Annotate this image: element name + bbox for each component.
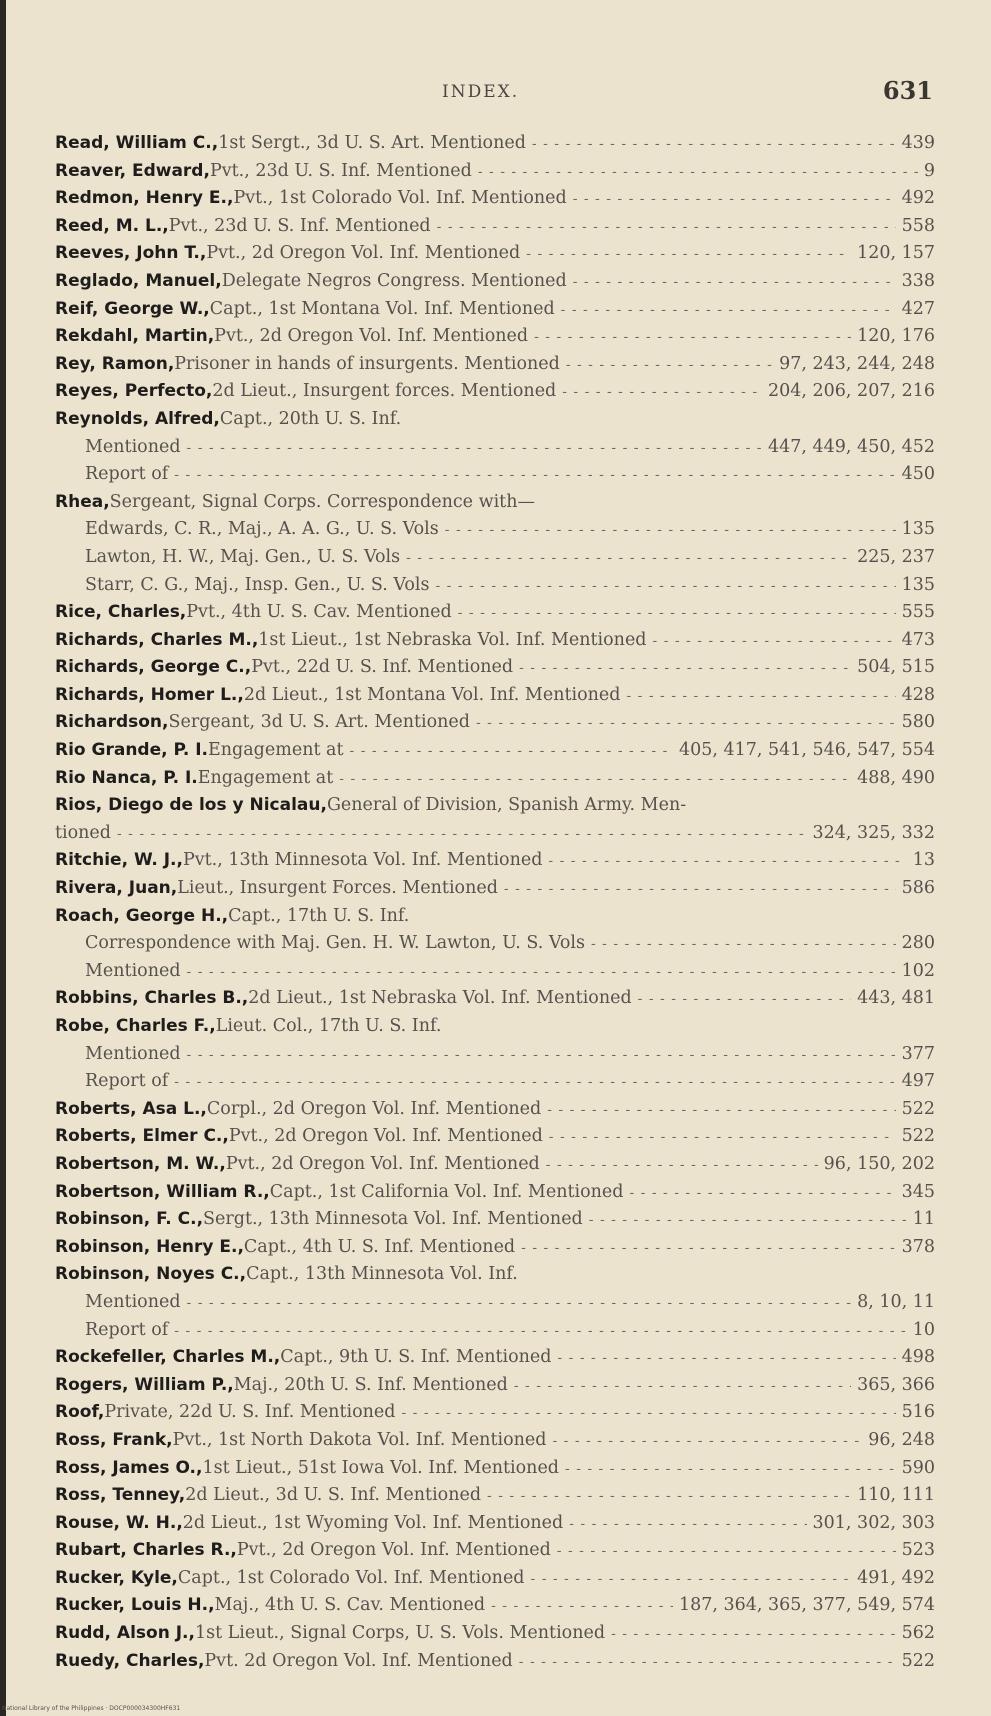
entry-name: Ruedy, Charles, xyxy=(55,1650,205,1671)
entry-description: Engagement at xyxy=(208,740,344,761)
index-entry xyxy=(55,489,935,517)
page-references: 488, 490 xyxy=(857,767,935,788)
page-references: 8, 10, 11 xyxy=(857,1291,935,1312)
page-references: 405, 417, 541, 546, 547, 554 xyxy=(678,740,935,761)
entry-description: Private, 22d U. S. Inf. Mentioned xyxy=(104,1402,396,1423)
dot-leader xyxy=(174,1069,895,1096)
entry-description: Pvt., 22d U. S. Inf. Mentioned xyxy=(251,657,514,678)
page-references: 120, 157 xyxy=(857,243,935,264)
page-references: 555 xyxy=(901,602,935,623)
index-entry xyxy=(55,599,935,627)
index-entry xyxy=(55,1234,935,1262)
entry-name: Roof, xyxy=(55,1402,105,1423)
page-references: 523 xyxy=(901,1540,935,1561)
index-entry xyxy=(55,1372,935,1400)
entry-description: Sergt., 13th Minnesota Vol. Inf. Mentioned xyxy=(203,1209,583,1230)
page-title: INDEX. xyxy=(442,82,520,102)
page-references: 491, 492 xyxy=(857,1567,935,1588)
entry-name: Rogers, William P., xyxy=(55,1374,234,1395)
entry-description: Capt., 1st California Vol. Inf. Mentioned xyxy=(269,1181,624,1202)
entry-name: Ross, Frank, xyxy=(55,1429,173,1450)
dot-leader xyxy=(547,1097,895,1124)
dot-leader xyxy=(187,1042,896,1069)
entry-name: Rouse, W. H., xyxy=(55,1512,183,1533)
index-continuation xyxy=(55,820,935,848)
page-references: 96, 248 xyxy=(868,1429,935,1450)
entry-name: Rio Grande, P. I. xyxy=(55,740,208,761)
entry-name: Robinson, Henry E., xyxy=(55,1236,244,1257)
subentry-text: Correspondence with Maj. Gen. H. W. Lawton, U. S. Vols xyxy=(85,933,585,954)
page-references: 96, 150, 202 xyxy=(823,1153,935,1174)
entry-description: 2d Lieut., 1st Montana Vol. Inf. Mentioned xyxy=(243,684,621,705)
index-entry xyxy=(55,1096,935,1124)
entry-description: Pvt., 2d Oregon Vol. Inf. Mentioned xyxy=(228,1126,543,1147)
index-entry xyxy=(55,296,935,324)
index-entry xyxy=(55,792,935,820)
page-references: 443, 481 xyxy=(857,988,935,1009)
entry-name: Redmon, Henry E., xyxy=(55,188,234,209)
index-subentry xyxy=(55,930,935,958)
entry-name: Robinson, Noyes C., xyxy=(55,1264,247,1285)
page-references: 204, 206, 207, 216 xyxy=(768,381,935,402)
page-references: 345 xyxy=(901,1181,935,1202)
index-entry xyxy=(55,1206,935,1234)
index-entry xyxy=(55,1482,935,1510)
entry-name: Richards, Homer L., xyxy=(55,684,244,705)
dot-leader xyxy=(561,297,896,324)
dot-leader xyxy=(437,214,896,241)
entry-name: Roberts, Asa L., xyxy=(55,1098,207,1119)
page-references: 135 xyxy=(901,519,935,540)
entry-name: Robertson, William R., xyxy=(55,1181,270,1202)
entry-description: Capt., 9th U. S. Inf. Mentioned xyxy=(280,1347,552,1368)
entry-name: Richards, Charles M., xyxy=(55,629,259,650)
entry-name: Reif, George W., xyxy=(55,298,210,319)
footer-watermark: National Library of the Philippines · DOCP000034300HF631 xyxy=(2,1705,181,1712)
entry-description: Pvt., 13th Minnesota Vol. Inf. Mentioned xyxy=(182,850,543,871)
page-references: 439 xyxy=(901,133,935,153)
index-entry xyxy=(55,1427,935,1455)
page-references: 522 xyxy=(901,1098,935,1119)
index-entry xyxy=(55,378,935,406)
entry-description: 2d Lieut., 1st Wyoming Vol. Inf. Mentioned xyxy=(182,1512,564,1533)
entry-name: Reaver, Edward, xyxy=(55,160,210,181)
page-binding-edge xyxy=(0,0,6,1716)
entry-name: Robertson, M. W., xyxy=(55,1153,226,1174)
dot-leader xyxy=(573,186,896,213)
page-references: 580 xyxy=(901,712,935,733)
dot-leader xyxy=(549,1124,896,1151)
page-references: 522 xyxy=(901,1650,935,1671)
page-references: 110, 111 xyxy=(857,1485,935,1506)
page-references: 498 xyxy=(901,1347,935,1368)
index-subentry xyxy=(55,572,935,600)
page-references: 365, 366 xyxy=(857,1374,935,1395)
dot-leader xyxy=(562,379,762,406)
subentry-text: Mentioned xyxy=(85,1043,181,1064)
entry-name: Robbins, Charles B., xyxy=(55,988,249,1009)
dot-leader xyxy=(591,931,896,958)
entry-name: Reed, M. L., xyxy=(55,215,169,236)
entry-description: 2d Lieut., Insurgent forces. Mentioned xyxy=(212,381,557,402)
subentry-text: Report of xyxy=(85,464,169,485)
page-references: 562 xyxy=(901,1623,935,1644)
dot-leader xyxy=(350,738,673,765)
dot-leader xyxy=(566,352,773,379)
index-subentry xyxy=(55,1317,935,1345)
entry-description: 2d Lieut., 3d U. S. Inf. Mentioned xyxy=(185,1485,482,1506)
entry-description: Pvt., 2d Oregon Vol. Inf. Mentioned xyxy=(225,1153,540,1174)
entry-name: Read, William C., xyxy=(55,133,219,153)
index-entry xyxy=(55,1151,935,1179)
index-entry xyxy=(55,1123,935,1151)
page-references: 504, 515 xyxy=(857,657,935,678)
page-references: 427 xyxy=(901,298,935,319)
entry-description: Delegate Negros Congress. Mentioned xyxy=(221,270,567,291)
page-references: 590 xyxy=(901,1457,935,1478)
subentry-text: Report of xyxy=(85,1071,169,1092)
entry-name: Rhea, xyxy=(55,491,110,512)
entry-name: Rucker, Louis H., xyxy=(55,1595,215,1616)
page-references: 301, 302, 303 xyxy=(812,1512,935,1533)
entry-description: Engagement at xyxy=(197,767,334,788)
entry-description: Pvt., 1st Colorado Vol. Inf. Mentioned xyxy=(233,188,567,209)
dot-leader xyxy=(653,628,896,655)
page-references: 135 xyxy=(901,574,935,595)
page-references: 13 xyxy=(912,850,935,871)
dot-leader xyxy=(548,848,906,875)
index-entries xyxy=(55,130,935,1675)
entry-description: 1st Lieut., Signal Corps, U. S. Vols. Mentioned xyxy=(194,1623,606,1644)
entry-description: Sergeant, Signal Corps. Correspondence with— xyxy=(109,491,535,512)
dot-leader xyxy=(445,517,896,544)
index-entry xyxy=(55,682,935,710)
entry-description: Maj., 20th U. S. Inf. Mentioned xyxy=(233,1374,508,1395)
index-entry xyxy=(55,1620,935,1648)
subentry-text: Lawton, H. W., Maj. Gen., U. S. Vols xyxy=(85,546,401,567)
page-references: 9 xyxy=(923,160,935,181)
entry-description: Capt., 20th U. S. Inf. xyxy=(219,408,402,429)
subentry-text: Report of xyxy=(85,1319,169,1340)
page-references: 225, 237 xyxy=(857,546,935,567)
dot-leader xyxy=(187,959,896,986)
index-entry xyxy=(55,1565,935,1593)
page-references: 10 xyxy=(912,1319,935,1340)
dot-leader xyxy=(187,435,762,462)
entry-description: 1st Lieut., 1st Nebraska Vol. Inf. Mentioned xyxy=(258,629,647,650)
entry-name: Rey, Ramon, xyxy=(55,353,175,374)
dot-leader xyxy=(532,131,896,158)
index-subentry xyxy=(55,958,935,986)
index-subentry xyxy=(55,516,935,544)
entry-description: Pvt., 2d Oregon Vol. Inf. Mentioned xyxy=(214,326,529,347)
entry-description: Pvt., 2d Oregon Vol. Inf. Mentioned xyxy=(236,1540,551,1561)
entry-name: Roberts, Elmer C., xyxy=(55,1126,229,1147)
page-references: 450 xyxy=(901,464,935,485)
page-references: 428 xyxy=(901,684,935,705)
index-subentry xyxy=(55,461,935,489)
index-entry xyxy=(55,985,935,1013)
page-references: 120, 176 xyxy=(857,326,935,347)
dot-leader xyxy=(504,876,896,903)
page-references: 97, 243, 244, 248 xyxy=(779,353,935,374)
entry-name: Robe, Charles F., xyxy=(55,1016,216,1036)
entry-name: Reglado, Manuel, xyxy=(55,270,222,291)
dot-leader xyxy=(339,766,851,793)
entry-description: Pvt., 23d U. S. Inf. Mentioned xyxy=(168,215,431,236)
dot-leader xyxy=(557,1345,895,1372)
index-subentry xyxy=(55,1289,935,1317)
page-references: 497 xyxy=(901,1071,935,1092)
dot-leader xyxy=(638,986,851,1013)
index-entry xyxy=(55,1344,935,1372)
index-entry xyxy=(55,1510,935,1538)
entry-description: Pvt., 2d Oregon Vol. Inf. Mentioned xyxy=(206,243,521,264)
continuation-text: tioned xyxy=(55,822,111,843)
dot-leader xyxy=(569,1511,806,1538)
dot-leader xyxy=(406,545,851,572)
index-entry xyxy=(55,240,935,268)
entry-description: Capt., 17th U. S. Inf. xyxy=(228,905,410,926)
page-references: 473 xyxy=(901,629,935,650)
entry-name: Rekdahl, Martin, xyxy=(55,326,215,347)
entry-name: Reeves, John T., xyxy=(55,243,207,264)
index-entry xyxy=(55,323,935,351)
dot-leader xyxy=(117,821,807,848)
page-references: 522 xyxy=(901,1126,935,1147)
entry-description: Maj., 4th U. S. Cav. Mentioned xyxy=(214,1595,486,1616)
dot-leader xyxy=(589,1207,907,1234)
subentry-text: Edwards, C. R., Maj., A. A. G., U. S. Vols xyxy=(85,519,439,540)
dot-leader xyxy=(187,1290,852,1317)
page-references: 492 xyxy=(901,188,935,209)
index-entry xyxy=(55,1648,935,1676)
dot-leader xyxy=(478,159,918,186)
entry-description: Lieut. Col., 17th U. S. Inf. xyxy=(215,1016,442,1036)
index-entry xyxy=(55,1399,935,1427)
index-subentry xyxy=(55,544,935,572)
entry-name: Richards, George C., xyxy=(55,657,252,678)
subentry-text: Mentioned xyxy=(85,1291,181,1312)
index-subentry xyxy=(55,1041,935,1069)
entry-description: Lieut., Insurgent Forces. Mentioned xyxy=(177,878,498,899)
entry-description: Capt., 1st Montana Vol. Inf. Mentioned xyxy=(209,298,555,319)
page-number: 631 xyxy=(882,76,933,105)
entry-name: Robinson, F. C., xyxy=(55,1209,204,1230)
entry-description: Pvt., 4th U. S. Cav. Mentioned xyxy=(186,602,452,623)
dot-leader xyxy=(491,1593,673,1620)
dot-leader xyxy=(573,269,896,296)
dot-leader xyxy=(174,462,895,489)
entry-name: Reyes, Perfecto, xyxy=(55,381,213,402)
entry-name: Ross, Tenney, xyxy=(55,1485,186,1506)
page-references: 11 xyxy=(912,1209,935,1230)
index-entry xyxy=(55,765,935,793)
entry-description: Capt., 1st Colorado Vol. Inf. Mentioned xyxy=(177,1567,525,1588)
dot-leader xyxy=(519,655,851,682)
entry-description: Pvt., 23d U. S. Inf. Mentioned xyxy=(209,160,472,181)
entry-description: 1st Sergt., 3d U. S. Art. Mentioned xyxy=(218,133,526,153)
page-references: 187, 364, 365, 377, 549, 574 xyxy=(678,1595,935,1616)
entry-description: Prisoner in hands of insurgents. Mentioned xyxy=(174,353,560,374)
page-references: 378 xyxy=(901,1236,935,1257)
index-entry xyxy=(55,737,935,765)
page-header xyxy=(0,76,991,106)
page-references: 516 xyxy=(901,1402,935,1423)
index-entry xyxy=(55,1179,935,1207)
index-entry xyxy=(55,130,935,158)
page-references: 102 xyxy=(901,960,935,981)
index-entry xyxy=(55,847,935,875)
entry-name: Roach, George H., xyxy=(55,905,229,926)
dot-leader xyxy=(552,1428,862,1455)
entry-name: Rio Nanca, P. I. xyxy=(55,767,198,788)
index-entry xyxy=(55,268,935,296)
index-entry xyxy=(55,1537,935,1565)
dot-leader xyxy=(487,1483,851,1510)
dot-leader xyxy=(435,573,895,600)
index-subentry xyxy=(55,1068,935,1096)
index-entry xyxy=(55,185,935,213)
index-entry xyxy=(55,654,935,682)
entry-name: Rice, Charles, xyxy=(55,602,187,623)
page-references: 586 xyxy=(901,878,935,899)
subentry-text: Starr, C. G., Maj., Insp. Gen., U. S. Vols xyxy=(85,574,430,595)
dot-leader xyxy=(546,1152,818,1179)
entry-name: Richardson, xyxy=(55,712,169,733)
entry-description: Corpl., 2d Oregon Vol. Inf. Mentioned xyxy=(206,1098,542,1119)
index-entry xyxy=(55,903,935,931)
subentry-text: Mentioned xyxy=(85,960,181,981)
index-entry xyxy=(55,875,935,903)
dot-leader xyxy=(557,1538,896,1565)
page-references: 377 xyxy=(901,1043,935,1064)
dot-leader xyxy=(519,1649,896,1676)
dot-leader xyxy=(611,1621,896,1648)
entry-description: Capt., 13th Minnesota Vol. Inf. xyxy=(246,1264,518,1285)
index-subentry xyxy=(55,434,935,462)
index-entry xyxy=(55,406,935,434)
index-entry xyxy=(55,351,935,379)
dot-leader xyxy=(629,1180,895,1207)
page-references: 338 xyxy=(901,270,935,291)
entry-name: Rivera, Juan, xyxy=(55,878,178,899)
dot-leader xyxy=(521,1235,895,1262)
entry-name: Rucker, Kyle, xyxy=(55,1567,178,1588)
index-entry xyxy=(55,158,935,186)
entry-description: Pvt., 1st North Dakota Vol. Inf. Mentioned xyxy=(172,1429,547,1450)
entry-name: Rubart, Charles R., xyxy=(55,1540,237,1561)
entry-name: Rios, Diego de los y Nicalau, xyxy=(55,795,327,816)
entry-name: Rudd, Alson J., xyxy=(55,1623,195,1644)
entry-description: General of Division, Spanish Army. Men- xyxy=(326,795,687,816)
index-entry xyxy=(55,1261,935,1289)
index-entry xyxy=(55,213,935,241)
dot-leader xyxy=(514,1373,851,1400)
entry-description: Pvt. 2d Oregon Vol. Inf. Mentioned xyxy=(204,1650,513,1671)
index-entry xyxy=(55,1592,935,1620)
dot-leader xyxy=(565,1456,896,1483)
entry-name: Reynolds, Alfred, xyxy=(55,408,220,429)
entry-name: Ross, James O., xyxy=(55,1457,203,1478)
index-entry xyxy=(55,709,935,737)
entry-description: 1st Lieut., 51st Iowa Vol. Inf. Mentioned xyxy=(202,1457,560,1478)
dot-leader xyxy=(401,1400,895,1427)
page-references: 324, 325, 332 xyxy=(812,822,935,843)
entry-name: Ritchie, W. J., xyxy=(55,850,183,871)
page-references: 447, 449, 450, 452 xyxy=(768,436,935,457)
index-entry xyxy=(55,1455,935,1483)
dot-leader xyxy=(531,1566,852,1593)
index-entry xyxy=(55,627,935,655)
page-references: 280 xyxy=(901,933,935,954)
dot-leader xyxy=(174,1318,906,1345)
entry-description: Capt., 4th U. S. Inf. Mentioned xyxy=(243,1236,516,1257)
dot-leader xyxy=(458,600,896,627)
dot-leader xyxy=(476,710,896,737)
entry-description: 2d Lieut., 1st Nebraska Vol. Inf. Mentioned xyxy=(248,988,632,1009)
page-references: 558 xyxy=(901,215,935,236)
entry-name: Rockefeller, Charles M., xyxy=(55,1347,281,1368)
dot-leader xyxy=(626,683,895,710)
entry-description: Sergeant, 3d U. S. Art. Mentioned xyxy=(168,712,470,733)
index-entry xyxy=(55,1013,935,1041)
subentry-text: Mentioned xyxy=(85,436,181,457)
dot-leader xyxy=(534,324,851,351)
dot-leader xyxy=(526,241,851,268)
